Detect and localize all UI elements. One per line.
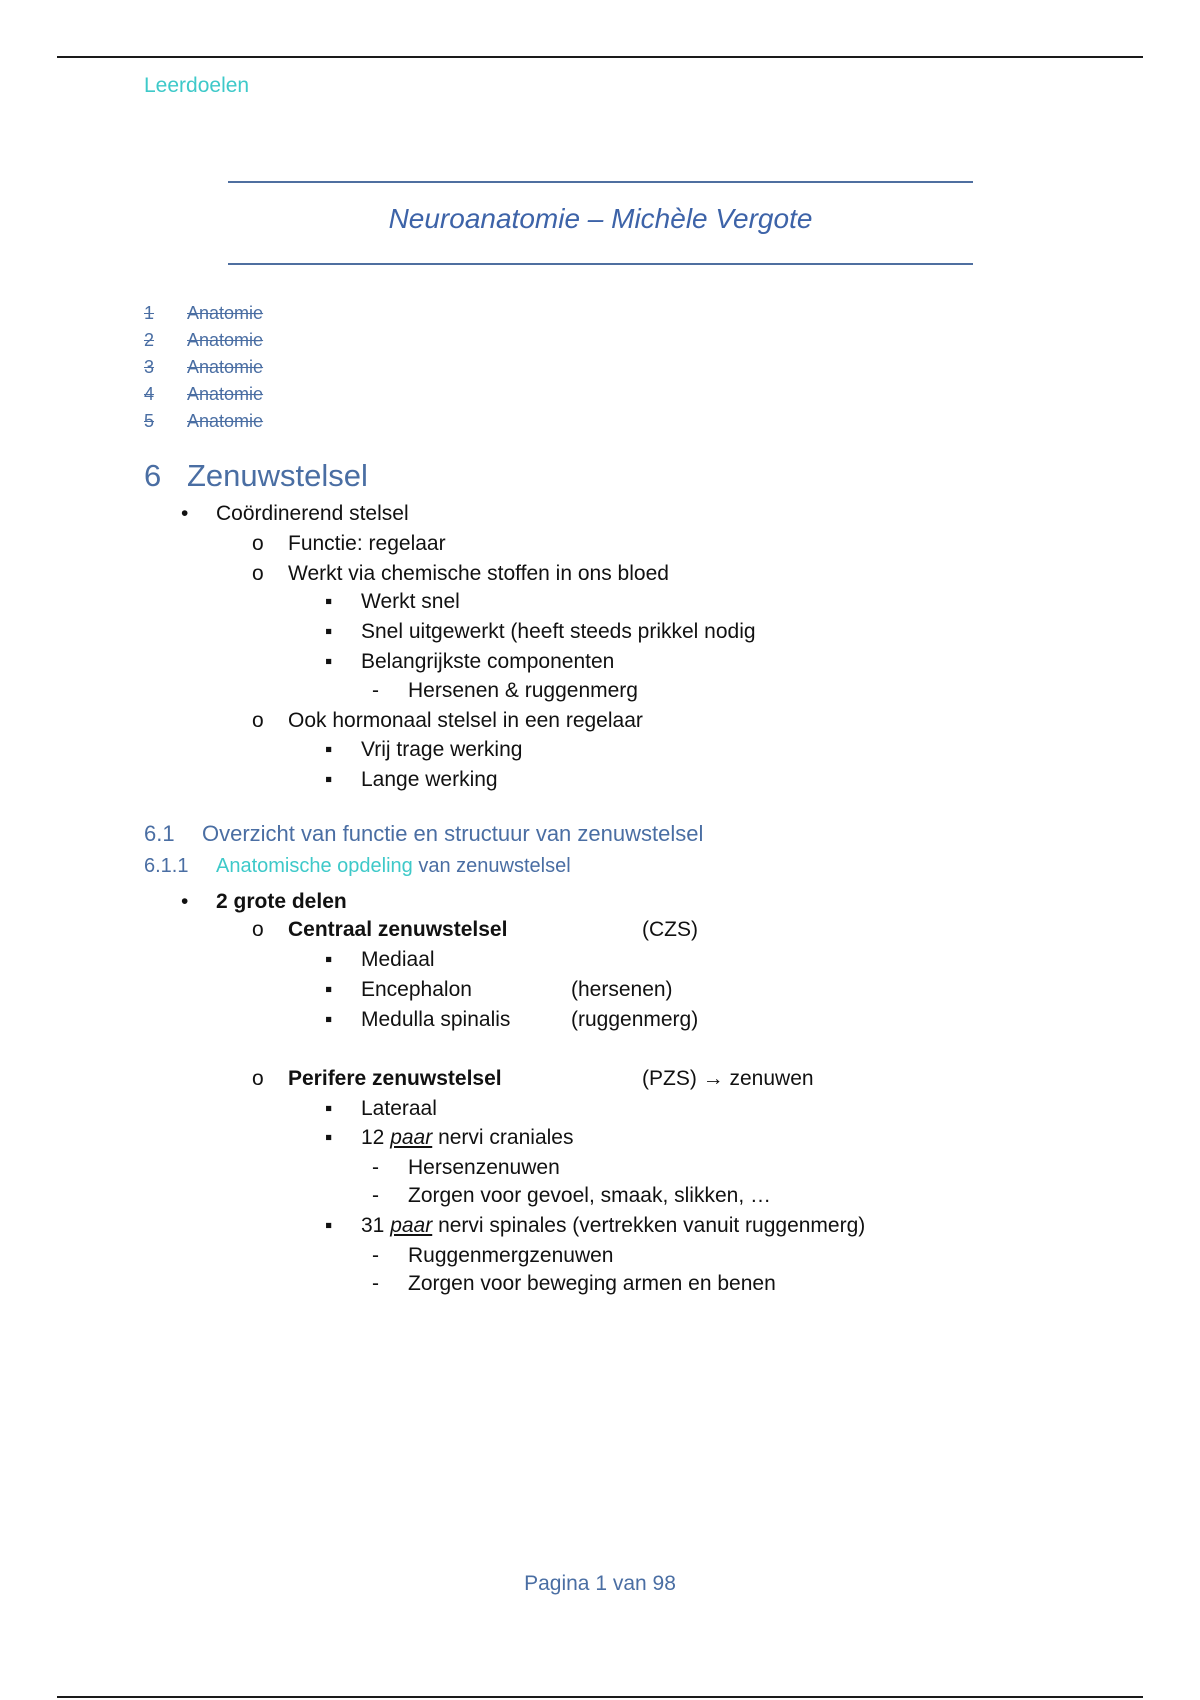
section-6-1-1-heading [144, 855, 571, 878]
bullet-square-icon: ▪ [325, 1214, 333, 1237]
bullet-square-icon: ▪ [325, 620, 333, 643]
bullet-circle-icon: o [252, 918, 264, 941]
list-item: 2 grote delen [216, 890, 347, 913]
list-item-rest: nervi spinales (vertrekken vanuit ruggenmerg) [432, 1214, 866, 1237]
bullet-dash-icon: - [372, 1156, 379, 1179]
bullet-dash-icon: - [372, 1244, 379, 1267]
list-item: Hersenen & ruggenmerg [408, 679, 638, 702]
toc-item[interactable] [144, 300, 263, 327]
bullet-circle-icon: o [252, 1067, 264, 1090]
title-block [228, 181, 973, 265]
list-item: Snel uitgewerkt (heeft steeds prikkel nodig [361, 620, 756, 643]
bullet-square-icon: ▪ [325, 1097, 333, 1120]
list-item: Werkt snel [361, 590, 460, 613]
list-item: Werkt via chemische stoffen in ons bloed [288, 562, 669, 585]
section-title-rest: van zenuwstelsel [412, 855, 571, 877]
emphasis: paar [390, 1126, 433, 1149]
bullet-dot-icon: • [181, 502, 189, 525]
section-6-1-heading [144, 821, 703, 847]
list-item: Coördinerend stelsel [216, 502, 409, 525]
list-item: Lange werking [361, 768, 498, 791]
list-item: Belangrijkste componenten [361, 650, 615, 673]
list-item: Medulla spinalis [361, 1008, 511, 1031]
list-item [361, 1212, 865, 1240]
bullet-square-icon: ▪ [325, 1008, 333, 1031]
list-item: Ruggenmergzenuwen [408, 1244, 614, 1267]
list-item: Encephalon [361, 978, 472, 1001]
list-item: Ook hormonaal stelsel in een regelaar [288, 709, 643, 732]
arrow-right-icon: → [702, 1067, 724, 1090]
list-item: Lateraal [361, 1097, 437, 1120]
header-label: Leerdoelen [144, 74, 250, 97]
toc-item-number: 5 [144, 411, 155, 431]
bullet-square-icon: ▪ [325, 590, 333, 613]
bullet-dash-icon: - [372, 679, 379, 702]
bullet-circle-icon: o [252, 709, 264, 732]
emphasis: paar [390, 1214, 433, 1237]
toc-item[interactable] [144, 381, 263, 408]
list-item: Zorgen voor gevoel, smaak, slikken, … [408, 1184, 771, 1207]
list-item: Functie: regelaar [288, 532, 446, 555]
bullet-square-icon: ▪ [325, 978, 333, 1001]
table-of-contents [144, 300, 263, 435]
bullet-dash-icon: - [372, 1272, 379, 1295]
list-item-prefix: 12 [361, 1126, 391, 1149]
list-item-note: (ruggenmerg) [571, 1008, 699, 1031]
bottom-rule [57, 1696, 1143, 1698]
list-item: Hersenzenuwen [408, 1156, 560, 1179]
list-item: Centraal zenuwstelsel [288, 918, 508, 941]
abbreviation-rest: zenuwen [723, 1067, 814, 1090]
list-item-prefix: 31 [361, 1214, 391, 1237]
list-item: Vrij trage werking [361, 738, 523, 761]
bullet-square-icon: ▪ [325, 948, 333, 971]
toc-item-label: Anatomie [187, 330, 264, 350]
bullet-square-icon: ▪ [325, 650, 333, 673]
toc-item-label: Anatomie [187, 357, 264, 377]
section-title: Overzicht van functie en structuur van zenuwstelsel [202, 821, 704, 846]
list-item: Zorgen voor beweging armen en benen [408, 1272, 776, 1295]
bullet-circle-icon: o [252, 562, 264, 585]
toc-item-label: Anatomie [187, 384, 264, 404]
toc-item-number: 2 [144, 330, 155, 350]
bullet-square-icon: ▪ [325, 738, 333, 761]
toc-item-label: Anatomie [187, 411, 264, 431]
bullet-square-icon: ▪ [325, 768, 333, 791]
toc-item[interactable] [144, 408, 263, 435]
page-footer: Pagina 1 van 98 [524, 1572, 676, 1595]
list-item [361, 1124, 573, 1152]
toc-item-number: 3 [144, 357, 155, 377]
toc-item-label: Anatomie [187, 303, 264, 323]
list-item: Mediaal [361, 948, 435, 971]
list-item-rest: nervi craniales [432, 1126, 574, 1149]
section-title: Zenuwstelsel [187, 458, 368, 493]
abbreviation-text: (PZS) [642, 1067, 703, 1090]
top-rule [57, 56, 1143, 58]
section-title-accent: Anatomische opdeling [216, 855, 413, 877]
section-6-heading [144, 458, 368, 494]
toc-item-number: 4 [144, 384, 155, 404]
bullet-dash-icon: - [372, 1184, 379, 1207]
toc-item[interactable] [144, 327, 263, 354]
section-number: 6.1.1 [144, 855, 189, 877]
section-number: 6 [144, 458, 162, 493]
bullet-dot-icon: • [181, 890, 189, 913]
abbreviation: (CZS) [642, 918, 698, 941]
toc-item[interactable] [144, 354, 263, 381]
list-item: Perifere zenuwstelsel [288, 1067, 502, 1090]
list-item-note: (hersenen) [571, 978, 673, 1001]
section-number: 6.1 [144, 821, 175, 846]
bullet-square-icon: ▪ [325, 1126, 333, 1149]
document-title: Neuroanatomie – Michèle Vergote [388, 203, 813, 234]
abbreviation [642, 1065, 814, 1093]
bullet-circle-icon: o [252, 532, 264, 555]
toc-item-number: 1 [144, 303, 155, 323]
